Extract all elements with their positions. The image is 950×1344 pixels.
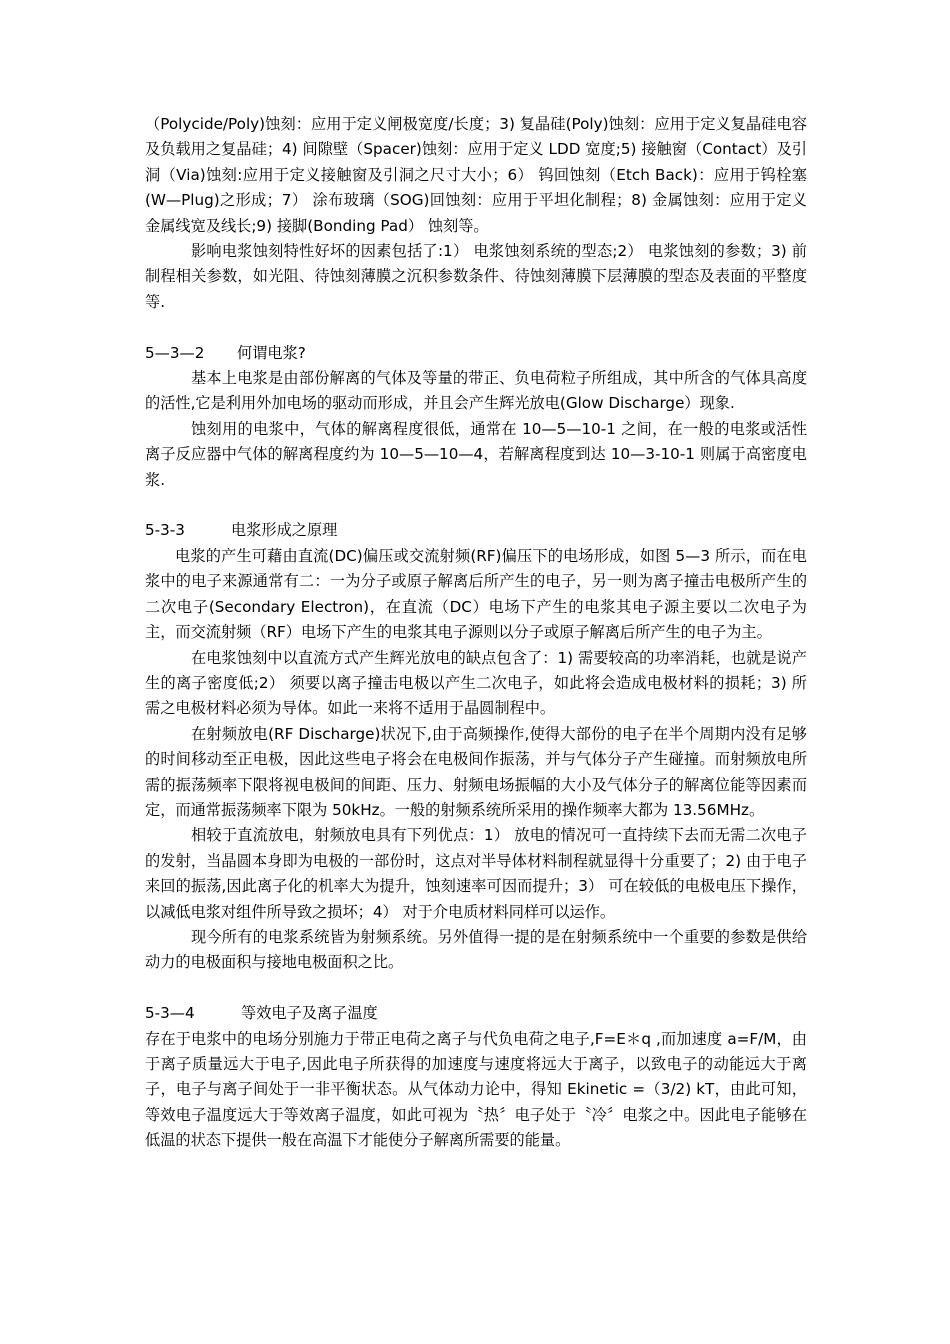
document-body xyxy=(145,112,807,1154)
section-heading-5-3-2 xyxy=(145,341,807,366)
paragraph: 相较于直流放电，射频放电具有下列优点：1） 放电的情况可一直持续下去而无需二次电子的发射，当晶圆本身即为电极的一部份时，这点对半导体材料制程就显得十分重要了；2) 由于电子来回的振荡,因此离子化的机率大为提升，蚀刻速率可因而提升；3） 可在较低的电极电压下操作，以减低电浆对组件所导致之损坏；4） 对于介电质材料同样可以运作。 xyxy=(145,826,807,921)
paragraph: （Polycide/Poly)蚀刻：应用于定义闸极宽度/长度；3) 复晶硅(Poly)蚀刻：应用于定义复晶硅电容及负载用之复晶硅；4) 间隙壁（Spacer)蚀刻：应用于定义 LDD 宽度;5) 接触窗（Contact）及引洞（Via)蚀刻:应用于定义接触窗及引洞之尺寸大小；6） 钨回蚀刻（Etch Back)：应用于钨栓塞(W—Plug)之形成；7） 涂布玻璃（SOG)回蚀刻：应用于平坦化制程；8) 金属蚀刻：应用于定义金属线宽及线长;9) 接脚(Bonding Pad） 蚀刻等。 xyxy=(145,115,807,235)
section-heading-5-3-3 xyxy=(145,518,807,543)
paragraph: 电浆的产生可藉由直流(DC)偏压或交流射频(RF)偏压下的电场形成，如图 5—3 所示，而在电浆中的电子来源通常有二：一为分子或原子解离后所产生的电子，另一则为离子撞击电极所产生的二次电子(Secondary Electron)，在直流（DC）电场下产生的电浆其电子源主要以二次电子为主，而交流射频（RF）电场下产生的电浆其电子源则以分子或原子解离后所产生的电子为主。 xyxy=(145,546,807,642)
paragraph: 在电浆蚀刻中以直流方式产生辉光放电的缺点包含了：1) 需要较高的功率消耗，也就是说产生的离子密度低;2） 须要以离子撞击电极以产生二次电子，如此将会造成电极材料的损耗；3) 所需之电极材料必须为导体。如此一来将不适用于晶圆制程中。 xyxy=(145,648,807,718)
section-title: 电浆形成之原理 xyxy=(231,521,338,540)
section-title: 何谓电浆? xyxy=(237,343,306,362)
section-number: 5-3—4 xyxy=(145,1004,195,1023)
section-number: 5—3—2 xyxy=(145,343,205,362)
spacer xyxy=(145,315,807,340)
paragraph: 影响电浆蚀刻特性好坏的因素包括了:1） 电浆蚀刻系统的型态;2） 电浆蚀刻的参数；3) 前制程相关参数，如光阻、待蚀刻薄膜之沉积参数条件、待蚀刻薄膜下层薄膜的型态及表面的平整度等. xyxy=(145,242,807,311)
spacer xyxy=(145,976,807,1001)
paragraph: 基本上电浆是由部份解离的气体及等量的带正、负电荷粒子所组成，其中所含的气体具高度的活性,它是利用外加电场的驱动而形成，并且会产生辉光放电(Glow Discharge）现象. xyxy=(145,369,807,413)
paragraph: 蚀刻用的电浆中，气体的解离程度很低，通常在 10—5—10-1 之间，在一般的电浆或活性离子反应器中气体的解离程度约为 10—5—10—4，若解离程度到达 10—3-10-1 则属于高密度电浆. xyxy=(145,419,807,489)
spacer xyxy=(145,493,807,518)
section-heading-5-3-4 xyxy=(145,1001,807,1026)
paragraph: 在射频放电(RF Discharge)状况下,由于高频操作,使得大部份的电子在半个周期内没有足够的时间移动至正电极，因此这些电子将会在电极间作振荡，并与气体分子产生碰撞。而射频放电所需的振荡频率下限将视电极间的间距、压力、射频电场振幅的大小及气体分子的解离位能等因素而定，而通常振荡频率下限为 50kHz。一般的射频系统所采用的操作频率大都为 13.56MHz。 xyxy=(145,724,807,819)
section-number: 5-3-3 xyxy=(145,521,185,540)
section-title: 等效电子及离子温度 xyxy=(241,1004,378,1023)
paragraph: 现今所有的电浆系统皆为射频系统。另外值得一提的是在射频系统中一个重要的参数是供给动力的电极面积与接地电极面积之比。 xyxy=(145,927,807,972)
paragraph: 存在于电浆中的电场分别施力于带正电荷之离子与代负电荷之电子,F=E＊q ,而加速度 a=F/M，由于离子质量远大于电子,因此电子所获得的加速度与速度将远大于离子，以致电子的动能远大于离子，电子与离子间处于一非平衡状态。从气体动力论中，得知 Ekinetic =（3/2) kT，由此可知，等效电子温度远大于等效离子温度，如此可视为〝热〞电子处于〝冷〞电浆之中。因此电子能够在低温的状态下提供一般在高温下才能使分子解离所需要的能量。 xyxy=(145,1029,807,1150)
